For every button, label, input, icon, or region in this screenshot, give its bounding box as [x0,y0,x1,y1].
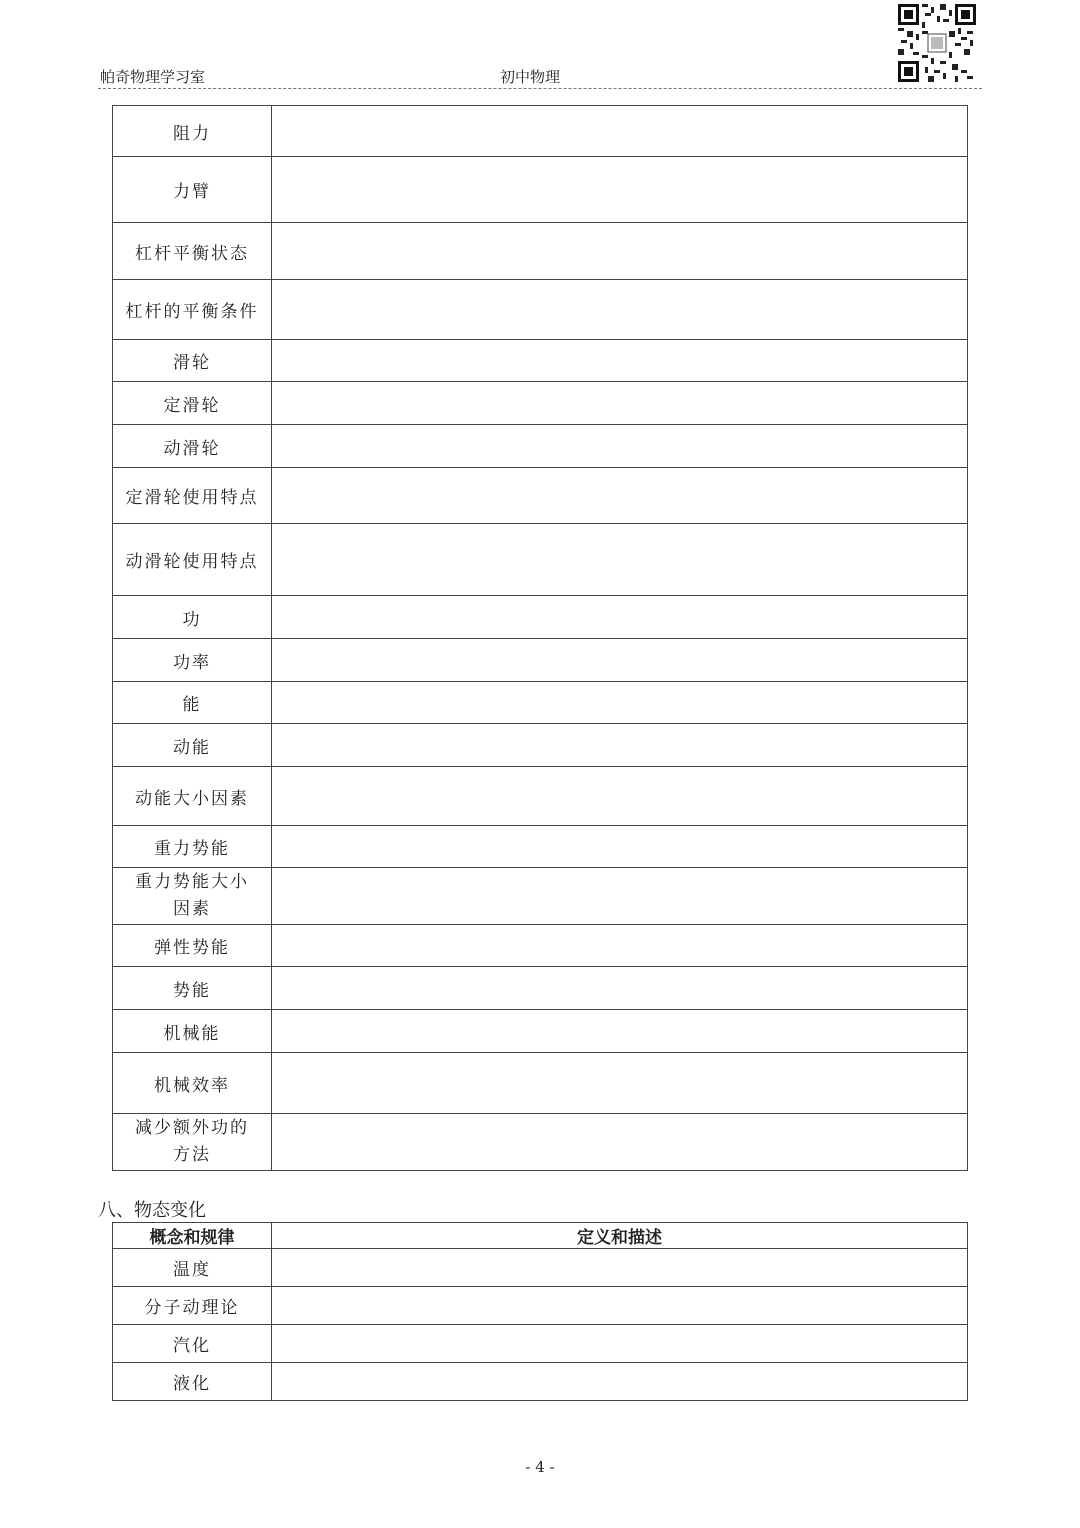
table-row [113,1363,968,1401]
table-row [113,639,968,682]
table-row [113,157,968,223]
table-row [113,382,968,425]
definition-cell[interactable] [272,682,968,724]
term-cell: 阻力 [113,106,272,157]
definition-cell[interactable] [272,340,968,382]
table-row [113,1287,968,1325]
definition-cell[interactable] [272,106,968,157]
term-cell: 动能 [113,724,272,767]
header-rule [98,88,982,89]
definition-cell[interactable] [272,925,968,967]
definition-cell[interactable] [272,1363,968,1401]
header-definition: 定义和描述 [272,1223,968,1249]
term-cell: 功 [113,596,272,639]
table-row [113,1053,968,1114]
qr-code-icon [898,4,976,82]
table-row [113,1325,968,1363]
table-row [113,425,968,468]
term-cell: 杠杆的平衡条件 [113,280,272,340]
definition-cell[interactable] [272,1287,968,1325]
term-cell: 动滑轮使用特点 [113,524,272,596]
table-row [113,468,968,524]
definition-cell[interactable] [272,826,968,868]
header-left-title: 帕奇物理学习室 [100,68,206,86]
table-row [113,868,968,925]
term-cell: 力臂 [113,157,272,223]
header-center-title: 初中物理 [500,68,561,86]
term-cell: 定滑轮 [113,382,272,425]
table-row [113,280,968,340]
definition-cell[interactable] [272,157,968,223]
table-row [113,223,968,280]
definition-cell[interactable] [272,1010,968,1053]
table-row [113,596,968,639]
term-cell: 分子动理论 [113,1287,272,1325]
table-row [113,524,968,596]
table-row [113,1249,968,1287]
term-cell: 减少额外功的方法 [113,1114,272,1171]
term-cell: 温度 [113,1249,272,1287]
term-cell: 重力势能 [113,826,272,868]
definition-cell[interactable] [272,1114,968,1171]
definition-cell[interactable] [272,223,968,280]
definition-cell[interactable] [272,1325,968,1363]
section-8-title: 八、物态变化 [98,1200,206,1221]
page-number: - 4 - [525,1458,555,1476]
table-header-row [113,1223,968,1249]
definition-cell[interactable] [272,1249,968,1287]
term-cell: 功率 [113,639,272,682]
table-row [113,1010,968,1053]
term-cell: 杠杆平衡状态 [113,223,272,280]
term-cell: 液化 [113,1363,272,1401]
definition-cell[interactable] [272,868,968,925]
definition-cell[interactable] [272,382,968,425]
table-row [113,340,968,382]
definition-cell[interactable] [272,280,968,340]
header-concept: 概念和规律 [113,1223,272,1249]
term-cell: 定滑轮使用特点 [113,468,272,524]
terms-table-mechanics [112,105,968,1171]
terms-table-state-change [112,1222,968,1401]
term-cell: 动能大小因素 [113,767,272,826]
definition-cell[interactable] [272,468,968,524]
term-cell: 弹性势能 [113,925,272,967]
term-cell: 重力势能大小因素 [113,868,272,925]
term-cell: 动滑轮 [113,425,272,468]
definition-cell[interactable] [272,425,968,468]
table-row [113,682,968,724]
term-cell: 汽化 [113,1325,272,1363]
definition-cell[interactable] [272,767,968,826]
table-row [113,724,968,767]
table-row [113,1114,968,1171]
definition-cell[interactable] [272,524,968,596]
table-row [113,967,968,1010]
definition-cell[interactable] [272,724,968,767]
table-row [113,767,968,826]
table-row [113,826,968,868]
term-cell: 滑轮 [113,340,272,382]
term-cell: 机械效率 [113,1053,272,1114]
definition-cell[interactable] [272,596,968,639]
definition-cell[interactable] [272,1053,968,1114]
term-cell: 机械能 [113,1010,272,1053]
table-row [113,106,968,157]
term-cell: 能 [113,682,272,724]
definition-cell[interactable] [272,967,968,1010]
definition-cell[interactable] [272,639,968,682]
table-row [113,925,968,967]
term-cell: 势能 [113,967,272,1010]
